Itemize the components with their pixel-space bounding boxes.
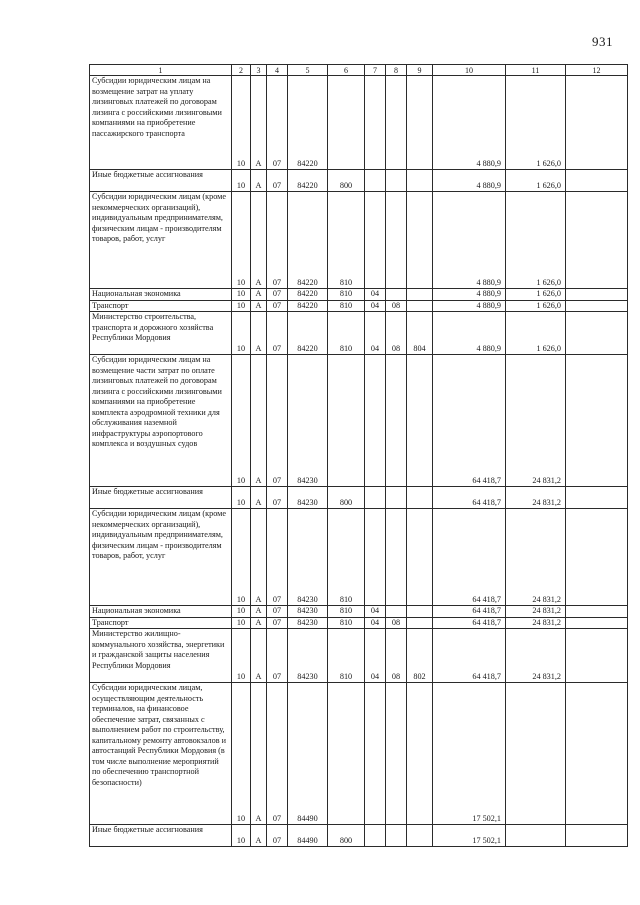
amount-cell: 24 831,2 — [506, 487, 566, 509]
subprogram-cell: 07 — [267, 617, 288, 629]
amount-cell: 24 831,2 — [506, 355, 566, 487]
division-cell — [365, 825, 386, 847]
section-cell: 10 — [232, 170, 251, 192]
column-header: 4 — [267, 65, 288, 76]
expense-type-cell: 810 — [328, 606, 365, 618]
amount-cell: 64 418,7 — [433, 509, 506, 606]
program-cell: А — [251, 170, 267, 192]
section-cell: 10 — [232, 606, 251, 618]
subdivision-cell: 08 — [386, 629, 407, 683]
column-header: 11 — [506, 65, 566, 76]
row-name: Иные бюджетные ассигнования — [90, 487, 232, 509]
expense-type-cell: 810 — [328, 289, 365, 301]
amount-cell — [566, 487, 628, 509]
column-header: 12 — [566, 65, 628, 76]
subprogram-cell: 07 — [267, 606, 288, 618]
amount-cell — [566, 76, 628, 170]
table-row — [90, 300, 628, 312]
row-name: Иные бюджетные ассигнования — [90, 170, 232, 192]
division-cell: 04 — [365, 606, 386, 618]
section-cell: 10 — [232, 683, 251, 825]
column-header: 9 — [407, 65, 433, 76]
expense-type-cell — [328, 76, 365, 170]
expense-type-cell: 810 — [328, 312, 365, 355]
program-cell: А — [251, 300, 267, 312]
amount-cell: 4 880,9 — [433, 76, 506, 170]
budget-table — [89, 64, 628, 847]
expense-type-cell: 810 — [328, 192, 365, 289]
expense-type-cell: 800 — [328, 170, 365, 192]
program-cell: А — [251, 617, 267, 629]
target-code-cell: 84230 — [288, 606, 328, 618]
division-cell: 04 — [365, 617, 386, 629]
amount-cell: 17 502,1 — [433, 683, 506, 825]
row-name: Иные бюджетные ассигнования — [90, 825, 232, 847]
column-header: 5 — [288, 65, 328, 76]
subdivision-cell — [386, 509, 407, 606]
amount-cell: 64 418,7 — [433, 617, 506, 629]
subdivision-cell — [386, 76, 407, 170]
subdivision-cell: 08 — [386, 300, 407, 312]
row-name: Транспорт — [90, 617, 232, 629]
program-cell: А — [251, 509, 267, 606]
table-row — [90, 683, 628, 825]
subdivision-cell: 08 — [386, 617, 407, 629]
table-row — [90, 192, 628, 289]
program-cell: А — [251, 629, 267, 683]
amount-cell: 24 831,2 — [506, 617, 566, 629]
amount-cell: 24 831,2 — [506, 509, 566, 606]
row-name: Министерство строительства, транспорта и дорожного хозяйства Республики Мордовия — [90, 312, 232, 355]
amount-cell — [566, 300, 628, 312]
amount-cell — [506, 825, 566, 847]
program-cell: А — [251, 825, 267, 847]
row-name: Национальная экономика — [90, 289, 232, 301]
amount-cell — [566, 170, 628, 192]
program-cell: А — [251, 312, 267, 355]
subdivision-cell — [386, 355, 407, 487]
target-code-cell: 84230 — [288, 629, 328, 683]
ministry-code-cell: 804 — [407, 312, 433, 355]
target-code-cell: 84220 — [288, 289, 328, 301]
target-code-cell: 84220 — [288, 170, 328, 192]
program-cell: А — [251, 355, 267, 487]
table-row — [90, 312, 628, 355]
target-code-cell: 84230 — [288, 509, 328, 606]
row-name: Субсидии юридическим лицам на возмещение затрат на уплату лизинговых платежей по договорам лизинга с российскими лизинговыми компаниями на приобретение пассажирского транспорта — [90, 76, 232, 170]
program-cell: А — [251, 606, 267, 618]
subdivision-cell — [386, 825, 407, 847]
section-cell: 10 — [232, 289, 251, 301]
target-code-cell: 84220 — [288, 312, 328, 355]
table-row — [90, 509, 628, 606]
ministry-code-cell — [407, 683, 433, 825]
program-cell: А — [251, 192, 267, 289]
amount-cell — [566, 629, 628, 683]
subdivision-cell — [386, 289, 407, 301]
section-cell: 10 — [232, 192, 251, 289]
amount-cell: 24 831,2 — [506, 606, 566, 618]
section-cell: 10 — [232, 312, 251, 355]
section-cell: 10 — [232, 355, 251, 487]
expense-type-cell — [328, 355, 365, 487]
amount-cell — [566, 355, 628, 487]
division-cell — [365, 355, 386, 487]
amount-cell: 1 626,0 — [506, 76, 566, 170]
amount-cell: 64 418,7 — [433, 629, 506, 683]
section-cell: 10 — [232, 617, 251, 629]
ministry-code-cell — [407, 509, 433, 606]
amount-cell: 1 626,0 — [506, 300, 566, 312]
amount-cell: 4 880,9 — [433, 289, 506, 301]
subdivision-cell: 08 — [386, 312, 407, 355]
ministry-code-cell — [407, 487, 433, 509]
subprogram-cell: 07 — [267, 683, 288, 825]
expense-type-cell: 810 — [328, 509, 365, 606]
subprogram-cell: 07 — [267, 300, 288, 312]
subprogram-cell: 07 — [267, 825, 288, 847]
division-cell — [365, 509, 386, 606]
row-name: Субсидии юридическим лицам на возмещение части затрат по оплате лизинговых платежей по договорам лизинга с российскими лизинговыми компаниями на приобретение комплекта аэродромной техники для обслуживания наземной инфраструктуры аэропортового комплекса и воздушных судов — [90, 355, 232, 487]
amount-cell: 17 502,1 — [433, 825, 506, 847]
ministry-code-cell: 802 — [407, 629, 433, 683]
target-code-cell: 84490 — [288, 683, 328, 825]
target-code-cell: 84220 — [288, 300, 328, 312]
row-name: Субсидии юридическим лицам, осуществляющим деятельность терминалов, на финансовое обеспечение затрат, связанных с выполнением работ по строительству, капитальному ремонту автовокзалов и автостанций Республики Мордовия (в том числе выполнение мероприятий по обеспечению транспортной безопасности) — [90, 683, 232, 825]
division-cell: 04 — [365, 629, 386, 683]
ministry-code-cell — [407, 825, 433, 847]
subprogram-cell: 07 — [267, 192, 288, 289]
row-name: Субсидии юридическим лицам (кроме некоммерческих организаций), индивидуальным предпринимателям, физическим лицам - производителям товаров, работ, услуг — [90, 509, 232, 606]
division-cell — [365, 170, 386, 192]
expense-type-cell: 810 — [328, 300, 365, 312]
ministry-code-cell — [407, 355, 433, 487]
row-name: Транспорт — [90, 300, 232, 312]
amount-cell: 1 626,0 — [506, 192, 566, 289]
subdivision-cell — [386, 192, 407, 289]
column-header: 7 — [365, 65, 386, 76]
division-cell: 04 — [365, 289, 386, 301]
column-header: 6 — [328, 65, 365, 76]
ministry-code-cell — [407, 606, 433, 618]
subprogram-cell: 07 — [267, 509, 288, 606]
division-cell: 04 — [365, 312, 386, 355]
amount-cell: 1 626,0 — [506, 170, 566, 192]
amount-cell: 4 880,9 — [433, 300, 506, 312]
amount-cell — [566, 617, 628, 629]
target-code-cell: 84230 — [288, 355, 328, 487]
amount-cell — [566, 192, 628, 289]
subprogram-cell: 07 — [267, 487, 288, 509]
target-code-cell: 84490 — [288, 825, 328, 847]
section-cell: 10 — [232, 825, 251, 847]
amount-cell: 24 831,2 — [506, 629, 566, 683]
amount-cell: 4 880,9 — [433, 192, 506, 289]
page-number: 931 — [592, 34, 613, 49]
section-cell: 10 — [232, 487, 251, 509]
division-cell: 04 — [365, 300, 386, 312]
amount-cell: 64 418,7 — [433, 355, 506, 487]
column-header: 1 — [90, 65, 232, 76]
amount-cell — [566, 606, 628, 618]
amount-cell: 1 626,0 — [506, 312, 566, 355]
section-cell: 10 — [232, 300, 251, 312]
table-row — [90, 487, 628, 509]
column-header: 3 — [251, 65, 267, 76]
subdivision-cell — [386, 606, 407, 618]
ministry-code-cell — [407, 192, 433, 289]
division-cell — [365, 683, 386, 825]
program-cell: А — [251, 289, 267, 301]
expense-type-cell: 800 — [328, 487, 365, 509]
section-cell: 10 — [232, 509, 251, 606]
table-row — [90, 629, 628, 683]
target-code-cell: 84230 — [288, 617, 328, 629]
amount-cell — [566, 289, 628, 301]
row-name: Министерство жилищно-коммунального хозяйства, энергетики и гражданской защиты населения Республики Мордовия — [90, 629, 232, 683]
expense-type-cell: 810 — [328, 617, 365, 629]
target-code-cell: 84220 — [288, 76, 328, 170]
table-row — [90, 825, 628, 847]
program-cell: А — [251, 76, 267, 170]
table-row — [90, 617, 628, 629]
ministry-code-cell — [407, 617, 433, 629]
subprogram-cell: 07 — [267, 312, 288, 355]
table-row — [90, 76, 628, 170]
target-code-cell: 84220 — [288, 192, 328, 289]
subprogram-cell: 07 — [267, 355, 288, 487]
ministry-code-cell — [407, 300, 433, 312]
division-cell — [365, 192, 386, 289]
amount-cell — [566, 825, 628, 847]
subprogram-cell: 07 — [267, 76, 288, 170]
amount-cell: 4 880,9 — [433, 170, 506, 192]
table-row — [90, 170, 628, 192]
expense-type-cell — [328, 683, 365, 825]
subdivision-cell — [386, 487, 407, 509]
amount-cell — [566, 683, 628, 825]
section-cell: 10 — [232, 629, 251, 683]
subprogram-cell: 07 — [267, 289, 288, 301]
subdivision-cell — [386, 683, 407, 825]
amount-cell — [566, 509, 628, 606]
subprogram-cell: 07 — [267, 629, 288, 683]
amount-cell: 4 880,9 — [433, 312, 506, 355]
column-header: 8 — [386, 65, 407, 76]
table-row — [90, 606, 628, 618]
program-cell: А — [251, 683, 267, 825]
amount-cell: 64 418,7 — [433, 487, 506, 509]
row-name: Национальная экономика — [90, 606, 232, 618]
ministry-code-cell — [407, 76, 433, 170]
row-name: Субсидии юридическим лицам (кроме некоммерческих организаций), индивидуальным предпринимателям, физическим лицам - производителям товаров, работ, услуг — [90, 192, 232, 289]
subdivision-cell — [386, 170, 407, 192]
ministry-code-cell — [407, 170, 433, 192]
column-header: 2 — [232, 65, 251, 76]
expense-type-cell: 800 — [328, 825, 365, 847]
column-number-row — [90, 65, 628, 76]
division-cell — [365, 76, 386, 170]
section-cell: 10 — [232, 76, 251, 170]
column-header: 10 — [433, 65, 506, 76]
amount-cell — [566, 312, 628, 355]
expense-type-cell: 810 — [328, 629, 365, 683]
amount-cell: 64 418,7 — [433, 606, 506, 618]
table-row — [90, 289, 628, 301]
table-row — [90, 355, 628, 487]
amount-cell — [506, 683, 566, 825]
target-code-cell: 84230 — [288, 487, 328, 509]
division-cell — [365, 487, 386, 509]
program-cell: А — [251, 487, 267, 509]
subprogram-cell: 07 — [267, 170, 288, 192]
amount-cell: 1 626,0 — [506, 289, 566, 301]
ministry-code-cell — [407, 289, 433, 301]
